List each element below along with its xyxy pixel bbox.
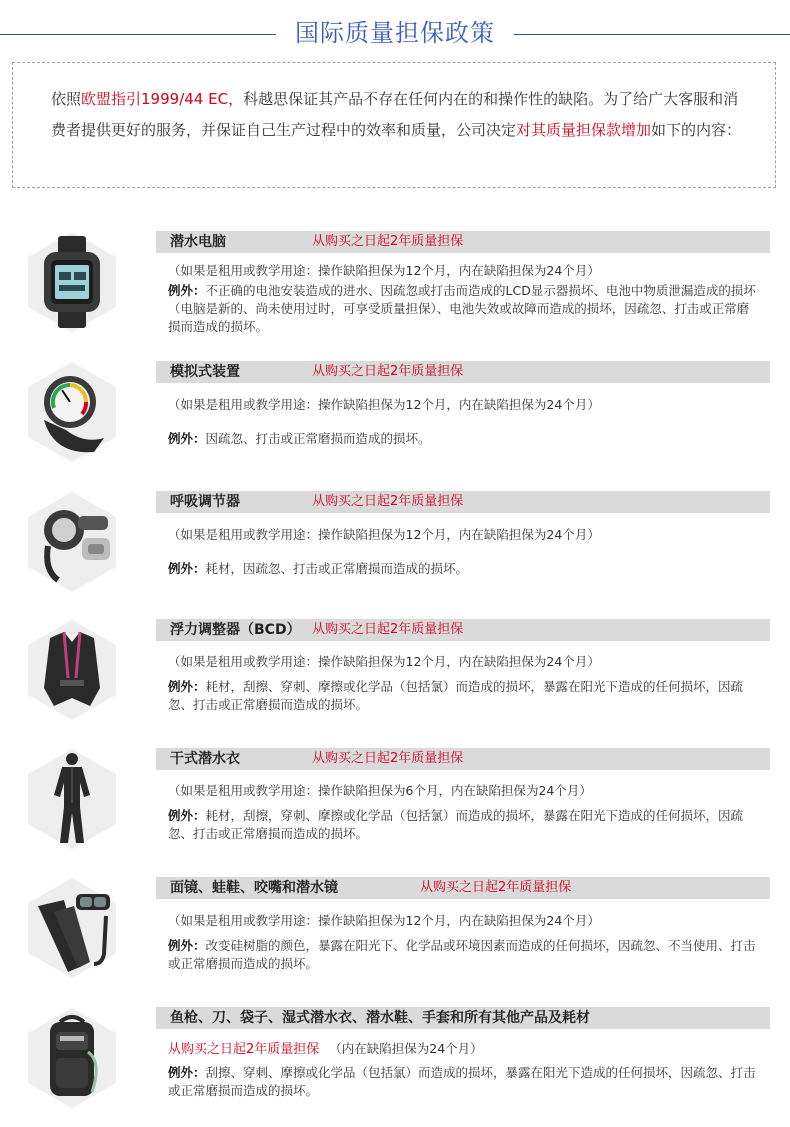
item-header-bar xyxy=(156,1007,770,1029)
page-header xyxy=(0,14,790,54)
exception-label: 例外： xyxy=(168,431,206,446)
item-note: （如果是租用或教学用途：操作缺陷担保为12个月，内在缺陷担保为24个月） xyxy=(168,913,600,928)
bcd-image xyxy=(24,618,120,722)
item-note: （内在缺陷担保为24个月） xyxy=(329,1041,483,1056)
item-exception xyxy=(168,430,758,448)
item-warranty: 从购买之日起2年质量担保 xyxy=(312,234,464,249)
item-exception xyxy=(168,807,758,843)
item-name: 面镜、蛙鞋、咬嘴和潜水镜 xyxy=(170,880,338,896)
item-warranty: 从购买之日起2年质量担保 xyxy=(420,880,572,895)
exception-text: 因疏忽、打击或正常磨损而造成的损坏。 xyxy=(205,431,431,446)
item-name: 潜水电脑 xyxy=(170,234,226,250)
item-warranty: 从购买之日起2年质量担保 xyxy=(312,494,464,509)
title-divider-left xyxy=(0,34,276,35)
item-name: 鱼枪、刀、袋子、湿式潜水衣、潜水鞋、手套和所有其他产品及耗材 xyxy=(170,1010,590,1026)
item-name: 浮力调整器（BCD） xyxy=(170,622,301,638)
item-header-bar xyxy=(156,361,770,383)
item-name: 呼吸调节器 xyxy=(170,494,240,510)
title-divider-right xyxy=(514,34,790,35)
exception-label: 例外： xyxy=(168,679,206,694)
dive-computer-image xyxy=(24,230,120,334)
bag-image xyxy=(24,1006,120,1110)
warranty-item-bcd xyxy=(0,612,790,732)
exception-text: 改变硅树脂的颜色，暴露在阳光下、化学品或环境因素而造成的任何损坏，因疏忽、不当使用、打击或正常磨损而造成的损坏。 xyxy=(168,938,756,971)
item-header-bar xyxy=(156,491,770,513)
analog-gauge-image xyxy=(24,360,120,464)
exception-label: 例外： xyxy=(168,1065,206,1080)
mask-fins-image xyxy=(24,876,120,980)
item-header-bar xyxy=(156,619,770,641)
item-note: （如果是租用或教学用途：操作缺陷担保为12个月，内在缺陷担保为24个月） xyxy=(168,397,600,412)
warranty-item-drysuit xyxy=(0,741,790,861)
page-title: 国际质量担保政策 xyxy=(295,19,495,47)
item-name: 干式潜水衣 xyxy=(170,751,240,767)
intro-text-1: 依照 xyxy=(51,90,82,108)
item-exception xyxy=(168,282,758,336)
item-note: （如果是租用或教学用途：操作缺陷担保为12个月，内在缺陷担保为24个月） xyxy=(168,527,600,542)
item-name: 模拟式装置 xyxy=(170,364,240,380)
intro-box xyxy=(12,62,776,188)
exception-text: 刮擦、穿刺、摩擦或化学品（包括氯）而造成的损坏，暴露在阳光下造成的任何损坏，因疏忽、打击或正常磨损而造成的损坏。 xyxy=(168,1065,756,1098)
warranty-item-mask-fins xyxy=(0,870,790,990)
item-warranty: 从购买之日起2年质量担保 xyxy=(312,364,464,379)
intro-highlight-directive: 欧盟指引1999/44 EC xyxy=(81,90,229,108)
exception-label: 例外： xyxy=(168,283,206,298)
item-warranty: 从购买之日起2年质量担保 xyxy=(312,622,464,637)
item-exception xyxy=(168,560,758,578)
warranty-item-dive-computer xyxy=(0,224,790,344)
exception-label: 例外： xyxy=(168,808,206,823)
warranty-item-other-products xyxy=(0,1000,790,1120)
item-header-bar xyxy=(156,231,770,253)
item-warranty: 从购买之日起2年质量担保 xyxy=(168,1042,320,1057)
exception-text: 耗材，刮擦、穿刺、摩擦或化学品（包括氯）而造成的损坏，暴露在阳光下造成的任何损坏，因疏忽、打击或正常磨损而造成的损坏。 xyxy=(168,679,744,712)
item-exception xyxy=(168,937,758,973)
item-exception xyxy=(168,1064,758,1100)
item-note: （如果是租用或教学用途：操作缺陷担保为12个月，内在缺陷担保为24个月） xyxy=(168,654,600,669)
exception-text: 耗材，刮擦，穿刺、摩擦或化学品（包括氯）而造成的损坏，暴露在阳光下造成的任何损坏，因疏忽、打击或正常磨损而造成的损坏。 xyxy=(168,808,744,841)
warranty-item-regulator xyxy=(0,484,790,604)
intro-text-2: ，科越思保证其产品不存在任何内在的和操作性的缺陷。为了给广大客服和消费者提供更好的服务，并保证自己生产过程中的效率和质量，公司决定 xyxy=(51,90,739,139)
intro-paragraph xyxy=(51,84,743,146)
item-warranty-line xyxy=(168,1040,758,1059)
item-note: （如果是租用或教学用途：操作缺陷担保为6个月，内在缺陷担保为24个月） xyxy=(168,783,592,798)
item-note: （如果是租用或教学用途：操作缺陷担保为12个月，内在缺陷担保为24个月） xyxy=(168,263,600,278)
intro-text-3: 如下的内容： xyxy=(651,121,742,139)
exception-label: 例外： xyxy=(168,561,206,576)
exception-text: 耗材，因疏忽、打击或正常磨损而造成的损坏。 xyxy=(205,561,469,576)
exception-label: 例外： xyxy=(168,938,206,953)
item-warranty: 从购买之日起2年质量担保 xyxy=(312,751,464,766)
item-exception xyxy=(168,678,758,714)
intro-highlight-warranty: 对其质量担保款增加 xyxy=(516,121,652,139)
warranty-item-analog-gauge xyxy=(0,354,790,474)
item-header-bar xyxy=(156,877,770,899)
exception-text: 不正确的电池安装造成的进水、因疏忽或打击而造成的LCD显示器损坏、电池中物质泄漏造成的损坏（电脑是新的、尚未使用过时，可享受质量担保）、电池失效或故障而造成的损坏，因疏忽、打击或正常磨损而造成的损坏。 xyxy=(168,283,756,334)
item-header-bar xyxy=(156,748,770,770)
regulator-image xyxy=(24,490,120,594)
drysuit-image xyxy=(24,747,120,851)
